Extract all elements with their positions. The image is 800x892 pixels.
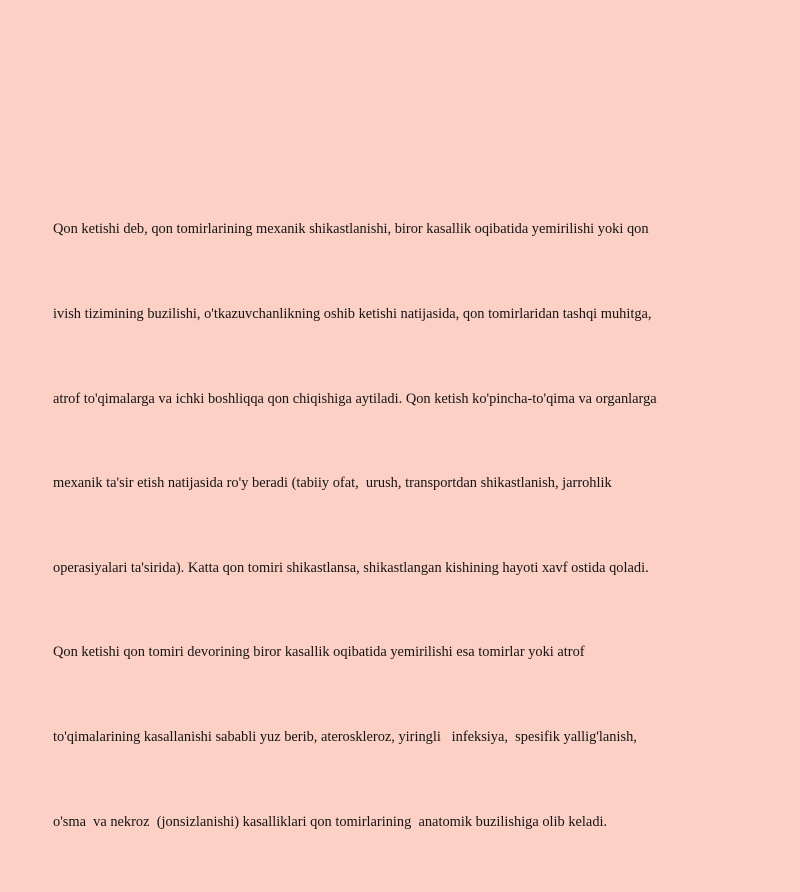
paragraph-line-7: to'qimalarining kasallanishi sababli yuz berib, ateroskleroz, yiringli infeksiya, spesifik yallig'lanish, bbox=[53, 728, 637, 745]
paragraph-line-3: atrof to'qimalarga va ichki boshliqqa qon chiqishiga aytiladi. Qon ketish ko'pincha-to'qima va organlarga bbox=[53, 390, 657, 407]
body-paragraph bbox=[53, 159, 753, 892]
paragraph-line-6: Qon ketishi qon tomiri devorining biror kasallik oqibatida yemirilishi esa tomirlar yoki atrof bbox=[53, 644, 585, 661]
paragraph-line-4: mexanik ta'sir etish natijasida ro'y beradi (tabiiy ofat, urush, transportdan shikastlanish, jarrohlik bbox=[53, 475, 612, 492]
paragraph-line-1: Qon ketishi deb, qon tomirlarining mexanik shikastlanishi, biror kasallik oqibatida yemirilishi yoki qon bbox=[53, 221, 649, 238]
paragraph-line-5: operasiyalari ta'sirida). Katta qon tomiri shikastlansa, shikastlangan kishining hayoti xavf ostida qoladi. bbox=[53, 559, 649, 576]
paragraph-line-8: o'sma va nekroz (jonsizlanishi) kasalliklari qon tomirlarining anatomik buzilishiga olib keladi. bbox=[53, 813, 608, 830]
paragraph-line-2: ivish tizimining buzilishi, o'tkazuvchanlikning oshib ketishi natijasida, qon tomirlaridan tashqi muhitga, bbox=[53, 306, 652, 322]
